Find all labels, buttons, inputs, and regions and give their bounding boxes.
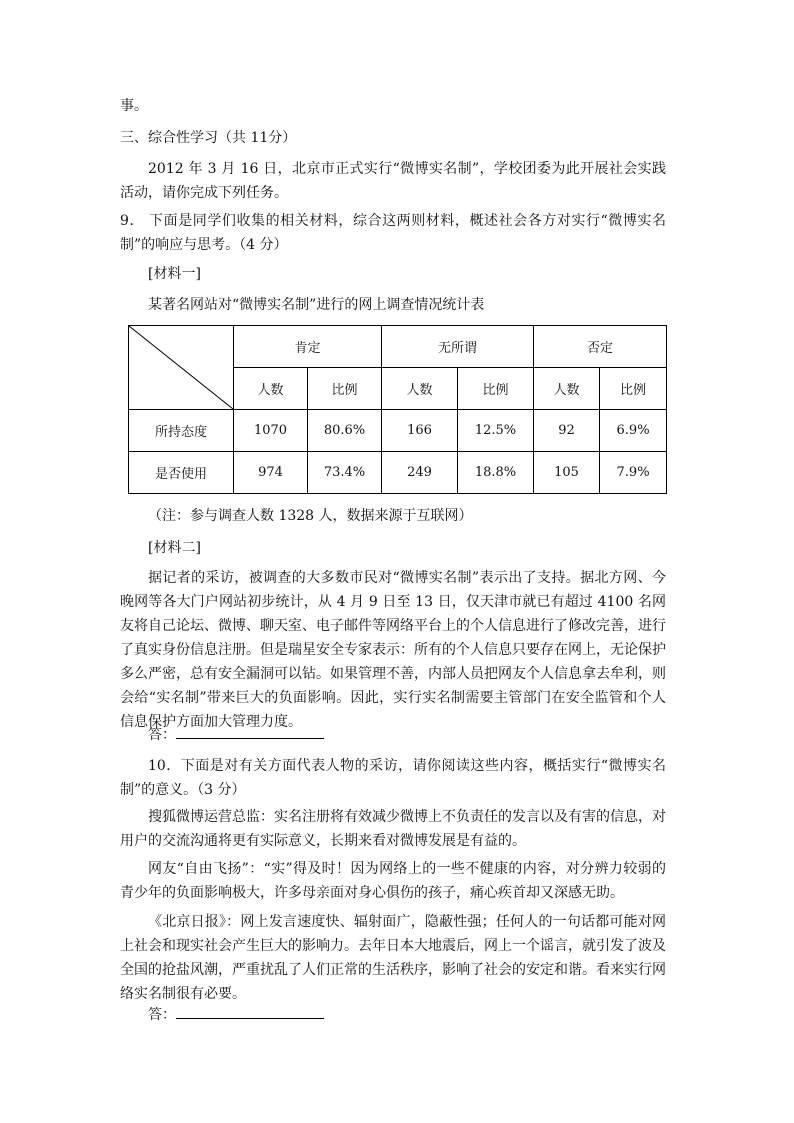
table-subheader: 人数 [534,368,600,410]
table-row-label: 所持态度 [129,410,234,452]
table-group-header: 无所谓 [382,326,534,368]
table-cell: 166 [382,410,458,452]
answer-10 [148,1004,324,1025]
material-2-label: [材料二] [148,540,201,556]
table-note: （注：参与调查人数 1328 人，数据来源于互联网） [148,508,473,524]
interview-quote-2: 网友“自由飞扬”：“实”得及时！因为网络上的一些不健康的内容，对分辨力较弱的青少年的负面影响极大，许多母亲面对身心俱伤的孩子，痛心疾首却又深感无助。 [120,861,666,901]
material-1-label: [材料一] [148,266,201,282]
table-title: 某著名网站对“微博实名制”进行的网上调查情况统计表 [148,297,485,313]
answer-label: 答： [148,1007,176,1023]
table-cell: 80.6% [308,410,382,452]
table-subheader: 人数 [382,368,458,410]
question-9-prompt: 9． 下面是同学们收集的相关材料，综合这两则材料，概述社会各方对实行“微博实名制”的响应与思考。（4 分） [120,213,666,253]
table-cell: 105 [534,452,600,494]
table-cell: 73.4% [308,452,382,494]
diagonal-line [129,326,233,409]
table-corner-cell [129,326,234,410]
answer-blank[interactable] [176,724,324,739]
question-10-prompt: 10．下面是对有关方面代表人物的采访，请你阅读这些内容，概括实行“微博实名制”的意义。（3 分） [120,758,666,798]
table-subheader: 比例 [458,368,534,410]
table-cell: 12.5% [458,410,534,452]
table-cell: 7.9% [600,452,667,494]
table-cell: 974 [234,452,308,494]
table-row-label: 是否使用 [129,452,234,494]
answer-label: 答： [148,727,176,743]
survey-table [128,325,667,494]
table-group-header: 否定 [534,326,667,368]
answer-blank[interactable] [176,1004,324,1019]
table-cell: 18.8% [458,452,534,494]
intro-paragraph: 2012 年 3 月 16 日，北京市正式实行“微博实名制”，学校团委为此开展社会实践活动，请你完成下列任务。 [120,161,666,201]
table-subheader: 比例 [600,368,667,410]
table-cell: 6.9% [600,410,667,452]
table-subheader: 人数 [234,368,308,410]
table-cell: 92 [534,410,600,452]
top-fragment: 事。 [120,98,148,114]
table-row [129,452,667,494]
section-heading: 三、综合性学习（共 11分） [120,130,297,146]
answer-9 [148,724,324,745]
table-row [129,410,667,452]
interview-quote-3: 《北京日报》：网上发言速度快、辐射面广，隐蔽性强；任何人的一句话都可能对网上社会和现实社会产生巨大的影响力。去年日本大地震后，网上一个谣言，就引发了波及全国的抢盐风潮，严重扰乱了人们正常的生活秩序，影响了社会的安定和谐。看来实行网络实名制很有必要。 [120,914,666,1002]
table-group-header: 肯定 [234,326,382,368]
material-2-text: 据记者的采访，被调查的大多数市民对“微博实名制”表示出了支持。据北方网、今晚网等各大门户网站初步统计，从 4 月 9 日至 13 日，仅天津市就已有超过 4100 名网友将自己论坛、微博、聊天室、电子邮件等网络平台上的个人信息进行了修改完善，进行了真实身份信息注册。但是瑞星安全专家表示：所有的个人信息只要存在网上，无论保护多么严密，总有安全漏洞可以钻。如果管理不善，内部人员把网友个人信息拿去牟利，则会给“实名制”带来巨大的负面影响。因此，实行实名制需要主管部门在安全监管和个人信息保护方面加大管理力度。 [120,570,666,730]
table-subheader: 比例 [308,368,382,410]
table-cell: 1070 [234,410,308,452]
table-cell: 249 [382,452,458,494]
interview-quote-1: 搜狐微博运营总监：实名注册将有效减少微博上不负责任的发言以及有害的信息，对用户的交流沟通将更有实际意义，长期来看对微博发展是有益的。 [120,809,666,849]
